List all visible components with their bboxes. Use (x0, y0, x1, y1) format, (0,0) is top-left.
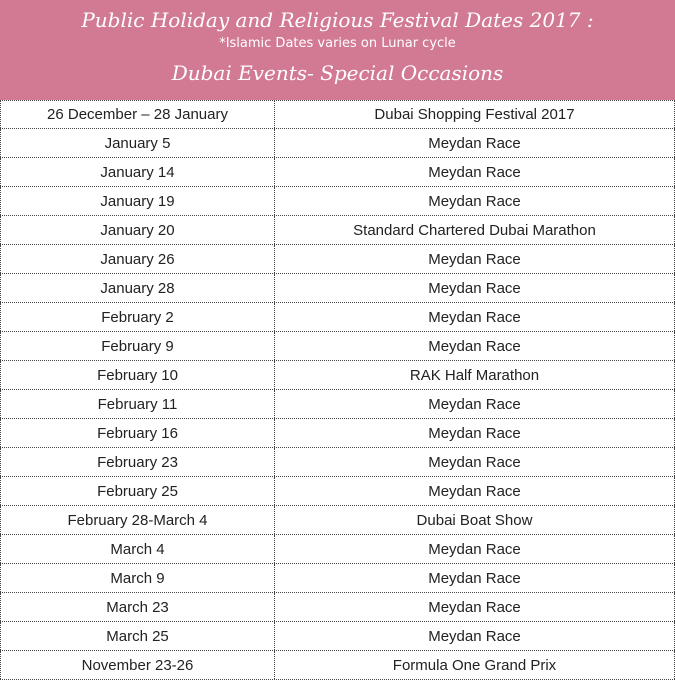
table-row (0, 419, 675, 448)
table-row (0, 303, 675, 332)
event-name-cell: Meydan Race (275, 448, 675, 476)
event-name-cell: Meydan Race (275, 419, 675, 447)
table-row (0, 390, 675, 419)
events-table (0, 100, 675, 680)
table-row (0, 245, 675, 274)
event-date-cell: March 25 (0, 622, 275, 650)
section-subtitle: Dubai Events- Special Occasions (171, 61, 504, 85)
event-name-cell: Meydan Race (275, 332, 675, 360)
event-date-cell: February 28-March 4 (0, 506, 275, 534)
event-date-cell: February 23 (0, 448, 275, 476)
table-row (0, 477, 675, 506)
event-date-cell: February 11 (0, 390, 275, 418)
event-date-cell: February 2 (0, 303, 275, 331)
table-row (0, 564, 675, 593)
event-name-cell: Meydan Race (275, 593, 675, 621)
event-date-cell: February 25 (0, 477, 275, 505)
page-title: Public Holiday and Religious Festival Dates 2017 : (81, 8, 594, 32)
event-name-cell: Meydan Race (275, 564, 675, 592)
lunar-note: *Islamic Dates varies on Lunar cycle (219, 36, 456, 51)
table-row (0, 332, 675, 361)
event-name-cell: RAK Half Marathon (275, 361, 675, 389)
event-name-cell: Meydan Race (275, 622, 675, 650)
event-name-cell: Meydan Race (275, 158, 675, 186)
event-name-cell: Dubai Shopping Festival 2017 (275, 101, 675, 128)
table-row (0, 622, 675, 651)
event-name-cell: Meydan Race (275, 477, 675, 505)
table-row (0, 593, 675, 622)
table-row (0, 158, 675, 187)
event-name-cell: Formula One Grand Prix (275, 651, 675, 679)
event-name-cell: Meydan Race (275, 274, 675, 302)
event-date-cell: March 4 (0, 535, 275, 563)
event-date-cell: November 23-26 (0, 651, 275, 679)
table-row (0, 651, 675, 680)
table-row (0, 100, 675, 129)
table-row (0, 216, 675, 245)
event-date-cell: January 19 (0, 187, 275, 215)
event-date-cell: January 5 (0, 129, 275, 157)
event-date-cell: February 16 (0, 419, 275, 447)
table-row (0, 506, 675, 535)
event-date-cell: January 14 (0, 158, 275, 186)
event-date-cell: March 9 (0, 564, 275, 592)
event-name-cell: Meydan Race (275, 535, 675, 563)
table-row (0, 448, 675, 477)
event-date-cell: February 9 (0, 332, 275, 360)
event-date-cell: February 10 (0, 361, 275, 389)
event-date-cell: January 20 (0, 216, 275, 244)
event-name-cell: Standard Chartered Dubai Marathon (275, 216, 675, 244)
header-banner (0, 0, 675, 100)
event-name-cell: Meydan Race (275, 390, 675, 418)
table-row (0, 535, 675, 564)
event-name-cell: Dubai Boat Show (275, 506, 675, 534)
event-name-cell: Meydan Race (275, 245, 675, 273)
event-date-cell: March 23 (0, 593, 275, 621)
event-date-cell: 26 December – 28 January (0, 101, 275, 128)
event-name-cell: Meydan Race (275, 187, 675, 215)
event-name-cell: Meydan Race (275, 129, 675, 157)
event-date-cell: January 28 (0, 274, 275, 302)
table-row (0, 361, 675, 390)
event-date-cell: January 26 (0, 245, 275, 273)
table-row (0, 129, 675, 158)
table-row (0, 274, 675, 303)
table-row (0, 187, 675, 216)
event-name-cell: Meydan Race (275, 303, 675, 331)
